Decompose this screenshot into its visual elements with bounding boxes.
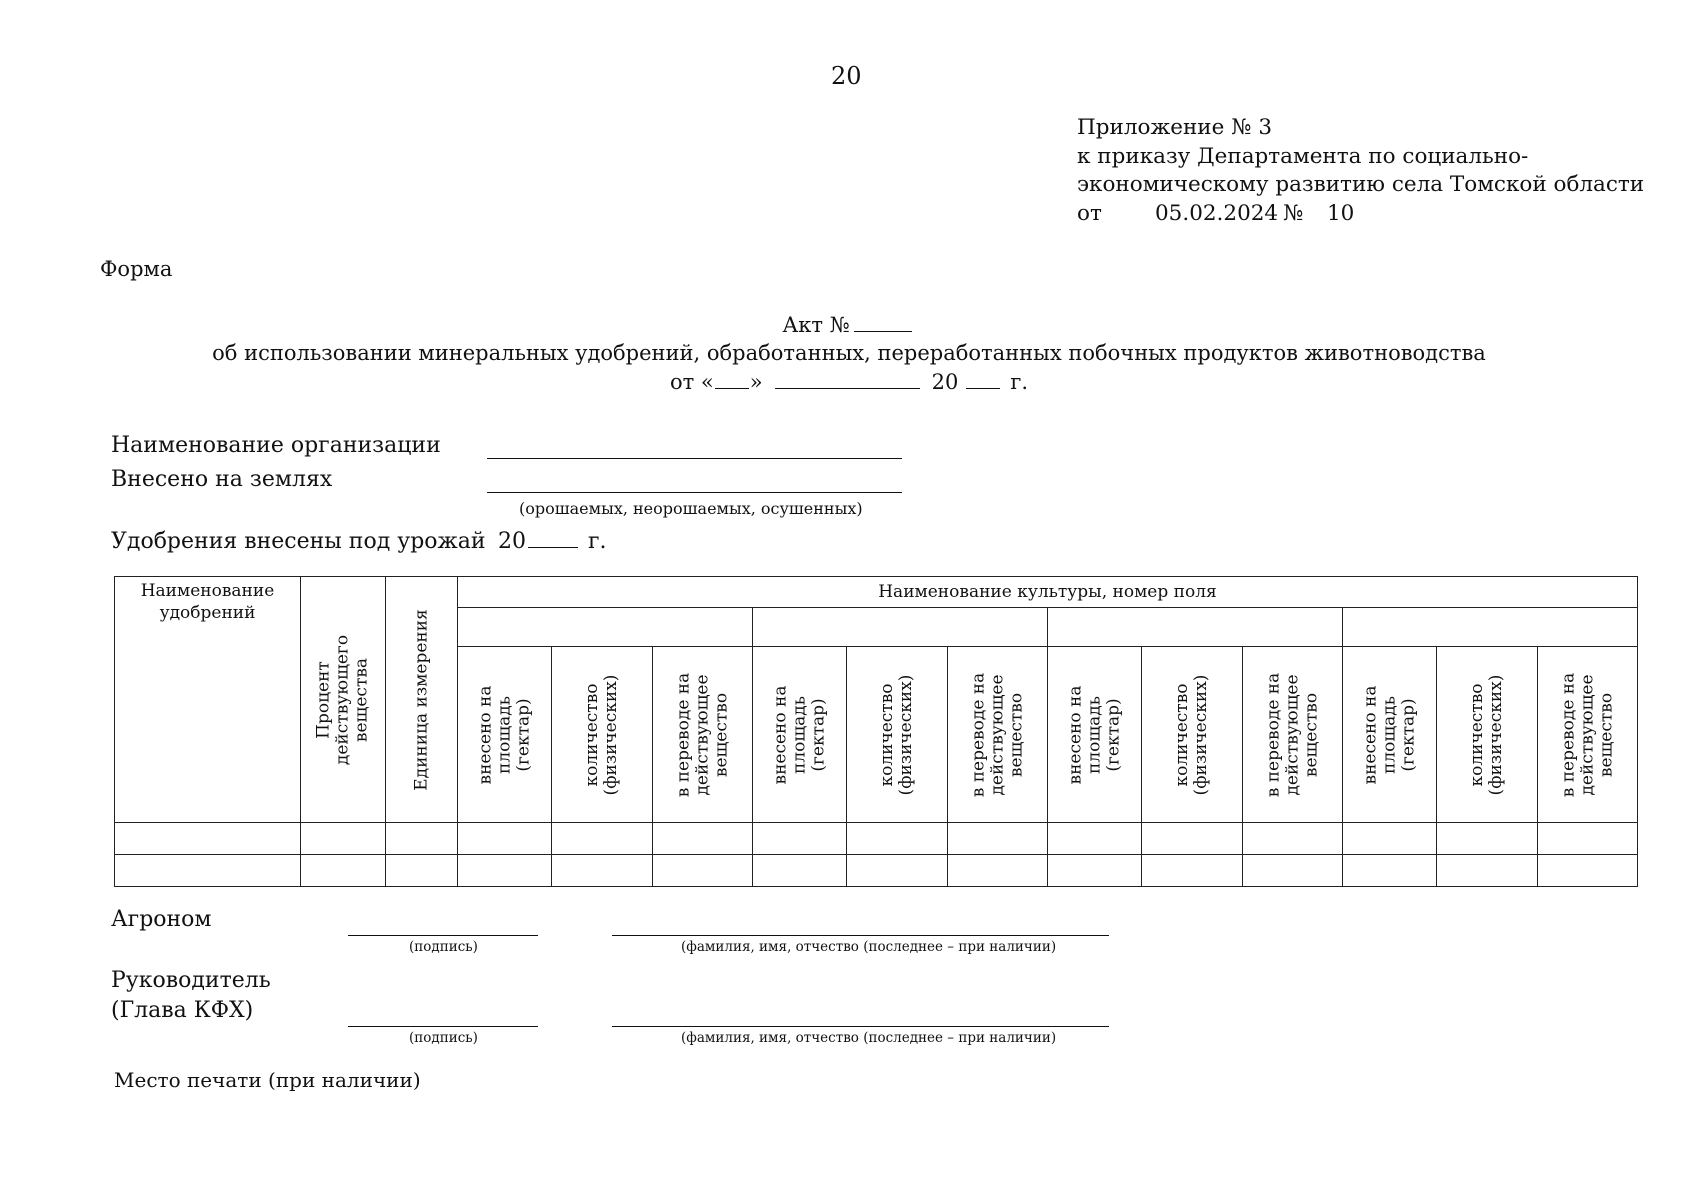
table-cell[interactable] [948, 855, 1048, 887]
table-cell[interactable] [552, 855, 653, 887]
table-cell[interactable] [386, 823, 458, 855]
header-active-substance [1243, 647, 1343, 823]
act-month-blank[interactable] [775, 387, 920, 389]
crop-group-cell[interactable] [1048, 608, 1343, 647]
appendix-order-line: к приказу Департамента по социально- [1077, 143, 1529, 169]
table-cell[interactable] [458, 855, 552, 887]
lands-label: Внесено на землях [111, 467, 333, 492]
act-number-blank[interactable] [854, 330, 912, 332]
table-cell[interactable] [115, 823, 301, 855]
table-cell[interactable] [1538, 823, 1638, 855]
table-cell[interactable] [458, 823, 552, 855]
crop-group-cell[interactable] [1343, 608, 1638, 647]
agronomist-signature-hint: (подпись) [409, 939, 478, 955]
table-row [115, 855, 1638, 887]
header-unit [386, 577, 458, 823]
header-quantity-physical-label: количество (физических) [582, 674, 621, 795]
manager-name-line[interactable] [612, 1026, 1109, 1027]
lands-line[interactable] [487, 492, 902, 493]
manager-name-hint: (фамилия, имя, отчество (последнее – при наличии) [681, 1030, 1057, 1046]
header-quantity-physical [552, 647, 653, 823]
manager-label-line2: (Глава КФХ) [111, 998, 254, 1023]
header-active-substance-label: в переводе на действующее вещество [1263, 672, 1321, 797]
header-fertilizer-name [115, 577, 301, 823]
header-active-substance-label: в переводе на действующее вещество [968, 672, 1026, 797]
table-cell[interactable] [753, 823, 847, 855]
stamp-label: Место печати (при наличии) [114, 1068, 421, 1092]
header-area-hectare [1048, 647, 1142, 823]
header-area-hectare-label: внесено на площадь (гектар) [1065, 685, 1123, 784]
table-cell[interactable] [1538, 855, 1638, 887]
agronomist-name-line[interactable] [612, 935, 1109, 936]
form-label: Форма [100, 257, 173, 281]
table-cell[interactable] [1142, 823, 1243, 855]
appendix-date-prefix: от [1077, 200, 1102, 226]
header-quantity-physical [847, 647, 948, 823]
act-date-line [0, 370, 1698, 394]
appendix-title: Приложение № 3 [1077, 115, 1273, 140]
header-area-hectare-label: внесено на площадь (гектар) [770, 685, 828, 784]
harvest-label: Удобрения внесены под урожай [111, 529, 486, 554]
table-cell[interactable] [847, 823, 948, 855]
table-cell[interactable] [847, 855, 948, 887]
header-active-substance [948, 647, 1048, 823]
act-date-close: » [749, 370, 763, 394]
header-area-hectare [753, 647, 847, 823]
table-cell[interactable] [1343, 855, 1437, 887]
manager-signature-hint: (подпись) [409, 1030, 478, 1046]
table-cell[interactable] [1048, 855, 1142, 887]
act-year-suffix: г. [1010, 370, 1029, 394]
header-percent-active [301, 577, 386, 823]
harvest-year-suffix: г. [588, 529, 607, 554]
appendix-number: 10 [1327, 200, 1355, 226]
fertilizer-table [114, 576, 1638, 887]
table-cell[interactable] [301, 855, 386, 887]
header-quantity-physical-label: количество (физических) [1467, 674, 1506, 795]
table-cell[interactable] [948, 823, 1048, 855]
act-day-blank[interactable] [715, 387, 749, 389]
appendix-department-line: экономическому развитию села Томской области [1077, 172, 1645, 197]
manager-label-line1: Руководитель [111, 968, 271, 993]
act-year-blank[interactable] [966, 387, 1000, 389]
header-quantity-physical-label: количество (физических) [1172, 674, 1211, 795]
crop-group-cell[interactable] [458, 608, 753, 647]
header-quantity-physical-label: количество (физических) [877, 674, 916, 795]
crop-group-cell[interactable] [753, 608, 1048, 647]
appendix-date-line [1077, 200, 1644, 229]
page-number: 20 [831, 62, 862, 90]
agronomist-label: Агроном [111, 907, 212, 932]
manager-signature-line[interactable] [348, 1026, 538, 1027]
header-unit-label: Единица измерения [411, 608, 431, 791]
act-number-label: Акт № [782, 313, 850, 337]
agronomist-name-hint: (фамилия, имя, отчество (последнее – при наличии) [681, 939, 1057, 955]
table-cell[interactable] [1437, 855, 1538, 887]
appendix-number-prefix: № [1283, 200, 1304, 226]
table-row [115, 823, 1638, 855]
agronomist-signature-line[interactable] [348, 935, 538, 936]
harvest-year-prefix: 20 [498, 529, 526, 554]
harvest-year-line [498, 529, 607, 554]
appendix-date: 05.02.2024 [1155, 200, 1279, 226]
table-cell[interactable] [1437, 823, 1538, 855]
act-year-prefix: 20 [931, 370, 959, 394]
header-crop-field: Наименование культуры, номер поля [458, 577, 1638, 608]
table-cell[interactable] [1243, 823, 1343, 855]
lands-hint: (орошаемых, неорошаемых, осушенных) [519, 499, 863, 518]
table-cell[interactable] [653, 823, 753, 855]
table-cell[interactable] [753, 855, 847, 887]
table-cell[interactable] [386, 855, 458, 887]
header-active-substance-label: в переводе на действующее вещество [1558, 672, 1616, 797]
header-active-substance [653, 647, 753, 823]
header-active-substance-label: в переводе на действующее вещество [673, 672, 731, 797]
header-active-substance [1538, 647, 1638, 823]
appendix-block [1077, 114, 1644, 228]
table-cell[interactable] [115, 855, 301, 887]
organization-label: Наименование организации [111, 433, 441, 458]
header-fertilizer-label: Наименование удобрений [140, 581, 275, 623]
act-subtitle: об использовании минеральных удобрений, обработанных, переработанных побочных продуктов животноводства [212, 341, 1486, 365]
table-cell[interactable] [1343, 823, 1437, 855]
table-cell[interactable] [552, 823, 653, 855]
act-date-open: от « [669, 370, 714, 394]
organization-line[interactable] [487, 458, 902, 459]
table-cell[interactable] [1243, 855, 1343, 887]
header-quantity-physical [1437, 647, 1538, 823]
header-area-hectare-label: внесено на площадь (гектар) [1360, 685, 1418, 784]
table-cell[interactable] [1048, 823, 1142, 855]
header-area-hectare-label: внесено на площадь (гектар) [475, 685, 533, 784]
header-quantity-physical [1142, 647, 1243, 823]
table-cell[interactable] [301, 823, 386, 855]
table-cell[interactable] [1142, 855, 1243, 887]
header-area-hectare [458, 647, 552, 823]
header-percent-label: Процент действующего вещества [313, 634, 372, 765]
act-title [0, 313, 1698, 337]
header-area-hectare [1343, 647, 1437, 823]
harvest-year-blank[interactable] [528, 546, 578, 548]
table-cell[interactable] [653, 855, 753, 887]
